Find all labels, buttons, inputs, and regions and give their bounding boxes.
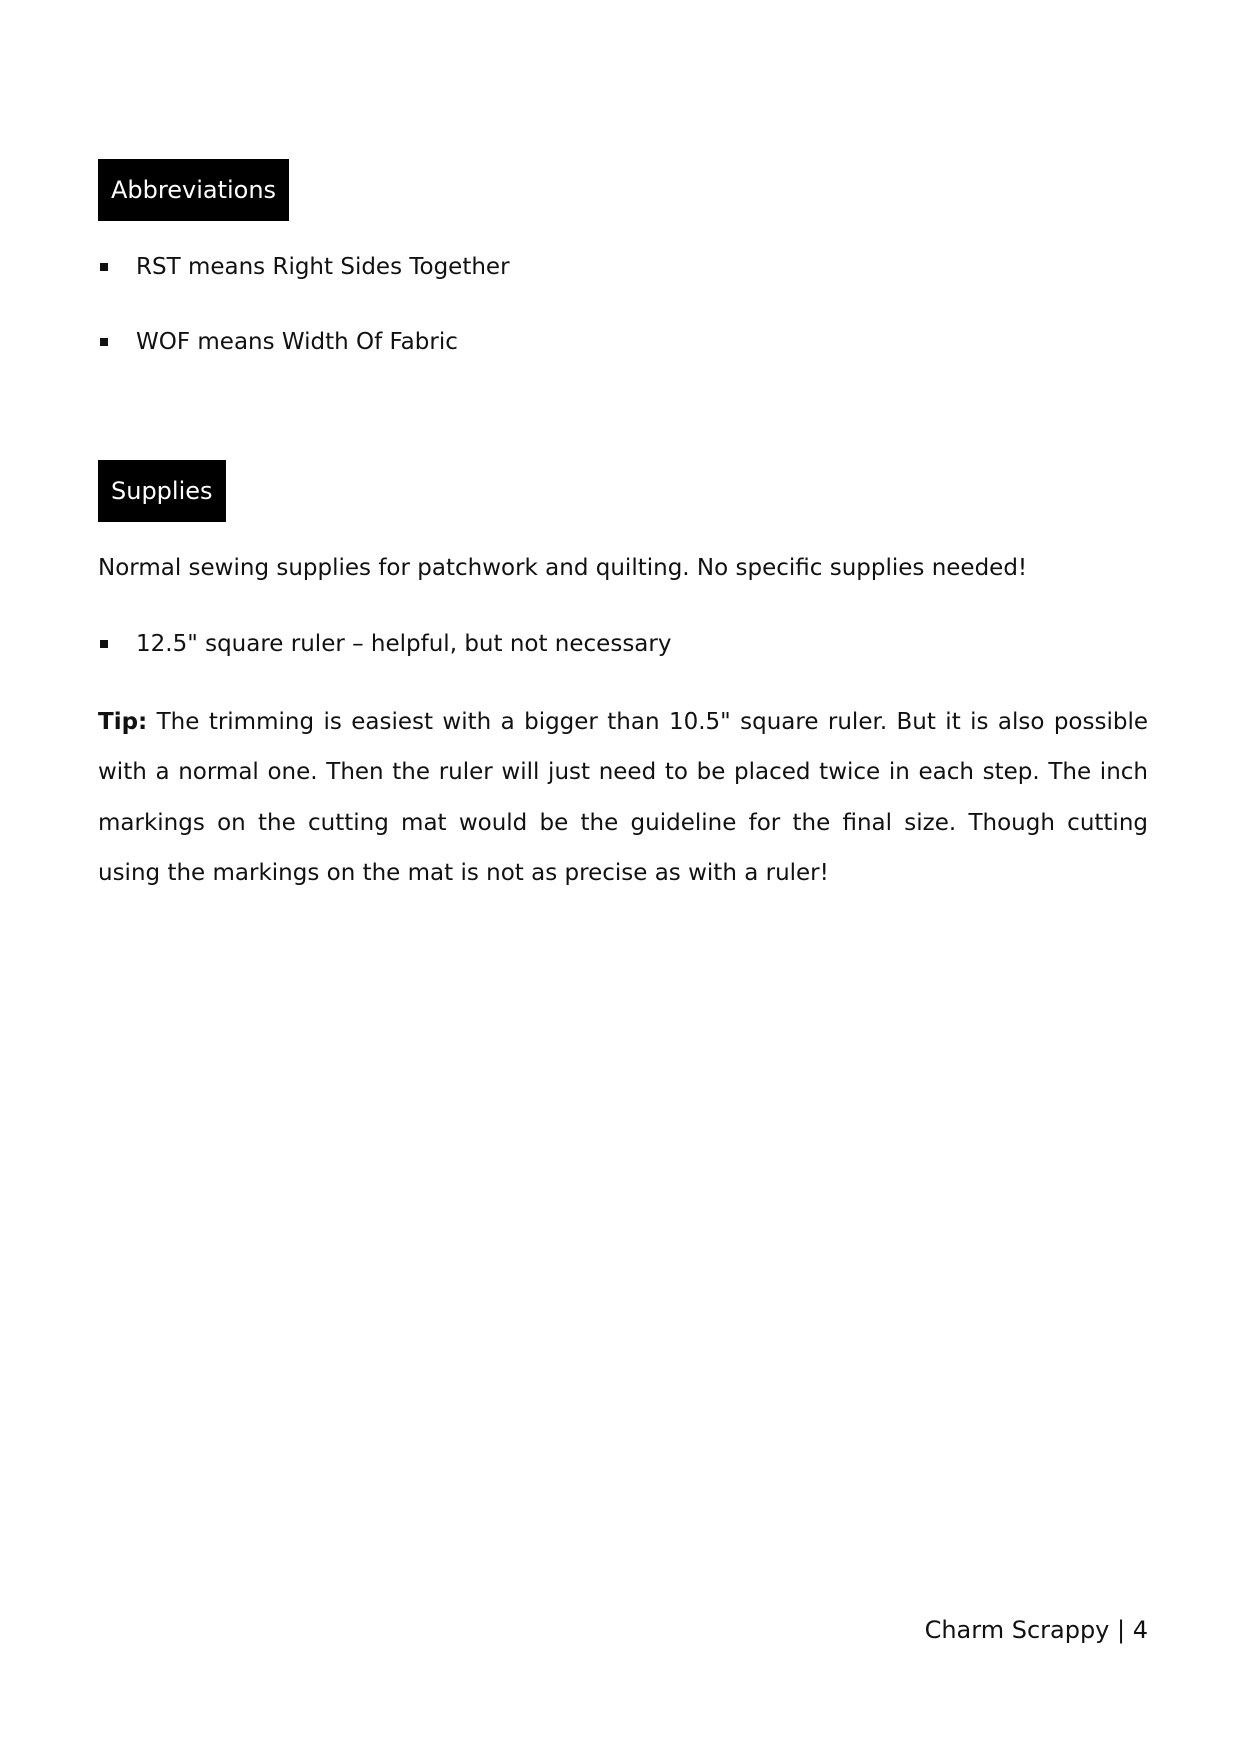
supplies-intro: Normal sewing supplies for patchwork and quilting. No specific supplies needed! (98, 555, 1028, 581)
square-bullet-icon (100, 338, 108, 346)
supplies-heading: Supplies (98, 460, 226, 522)
square-bullet-icon (100, 263, 108, 271)
list-item-text: WOF means Width Of Fabric (136, 329, 458, 355)
page-footer: Charm Scrappy | 4 (924, 1616, 1148, 1644)
abbreviations-heading: Abbreviations (98, 159, 289, 221)
square-bullet-icon (100, 640, 108, 648)
tip-paragraph (98, 697, 1148, 898)
tip-text: The trimming is easiest with a bigger than 10.5" square ruler. But it is also possible with a normal one. Then the ruler will just need to be placed twice in each step. The inch markings on the cutting mat would be the guideline for the final size. Though cutting using the markings on the mat is not as precise as with a ruler! (98, 709, 1148, 886)
tip-label: Tip: (98, 709, 148, 735)
list-item-text: 12.5" square ruler – helpful, but not necessary (136, 631, 672, 657)
list-item-text: RST means Right Sides Together (136, 254, 510, 280)
